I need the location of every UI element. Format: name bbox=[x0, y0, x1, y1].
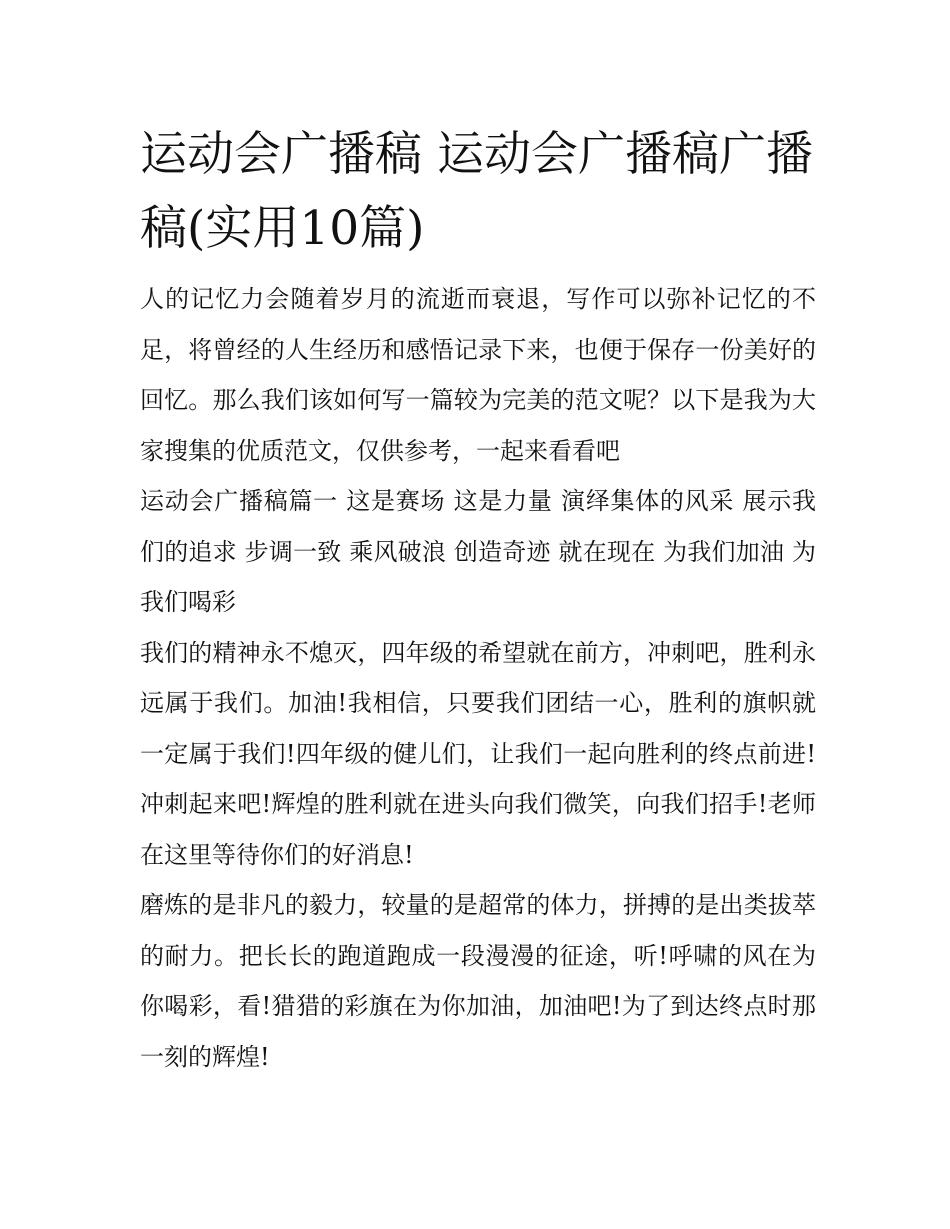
document-page bbox=[140, 118, 816, 1082]
paragraph-intro: 人的记忆力会随着岁月的流逝而衰退，写作可以弥补记忆的不足，将曾经的人生经历和感悟记录下来，也便于保存一份美好的回忆。那么我们该如何写一篇较为完美的范文呢？以下是我为大家搜集的优质范文，仅供参考，一起来看看吧 bbox=[140, 285, 816, 465]
paragraph-endurance: 磨炼的是非凡的毅力，较量的是超常的体力，拼搏的是出类拔萃的耐力。把长长的跑道跑成一段漫漫的征途，听!呼啸的风在为你喝彩，看!猎猎的彩旗在为你加油，加油吧!为了到达终点时那一刻的辉煌! bbox=[140, 891, 816, 1071]
document-title: 运动会广播稿 运动会广播稿广播稿(实用10篇) bbox=[140, 127, 813, 256]
paragraph-broadcast-one: 运动会广播稿篇一 这是赛场 这是力量 演绎集体的风采 展示我们的追求 步调一致 乘风破浪 创造奇迹 就在现在 为我们加油 为我们喝彩 bbox=[140, 487, 816, 616]
paragraph-grade-four: 我们的精神永不熄灭，四年级的希望就在前方，冲刺吧，胜利永远属于我们。加油!我相信，只要我们团结一心，胜利的旗帜就一定属于我们!四年级的健儿们，让我们一起向胜利的终点前进!冲刺起来吧!辉煌的胜利就在进头向我们微笑，向我们招手!老师在这里等待你们的好消息! bbox=[140, 638, 816, 869]
